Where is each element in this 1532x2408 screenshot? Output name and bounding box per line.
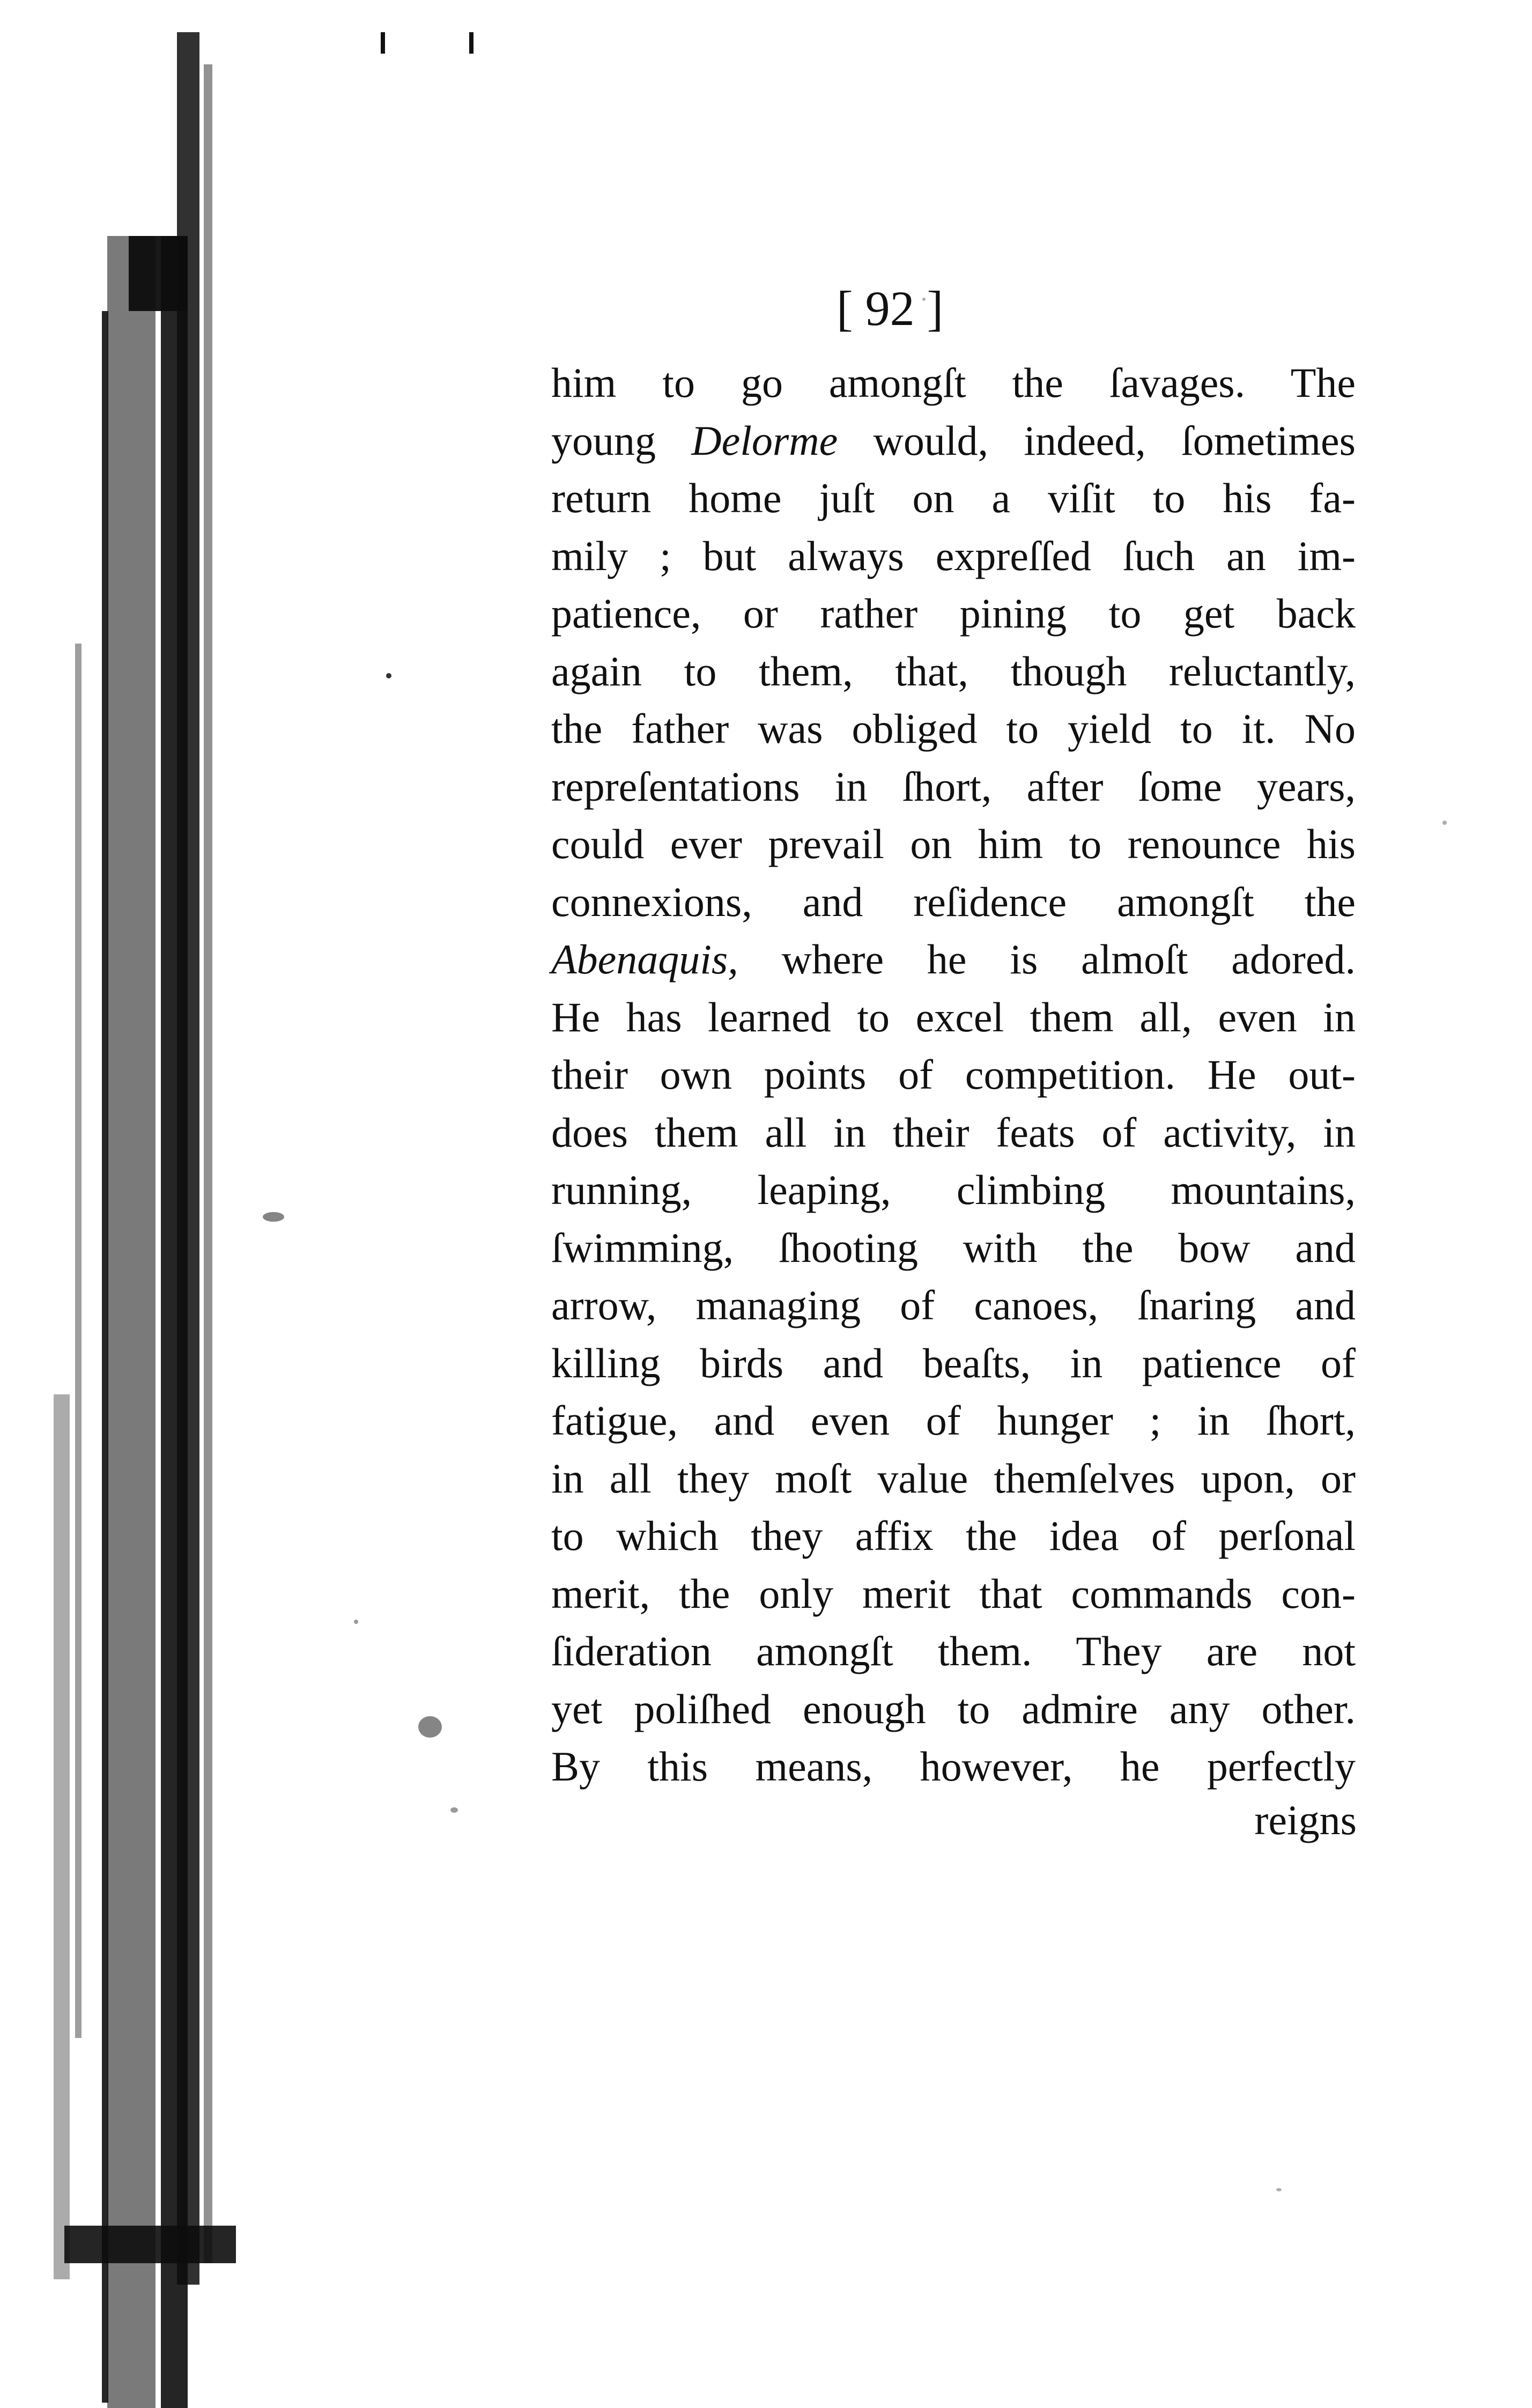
text-line: their own points of competition. He out- xyxy=(551,1051,1356,1098)
body-text xyxy=(551,354,1356,1796)
binding-gutter xyxy=(0,0,257,2344)
text-line: ſwimming, ſhooting with the bow and xyxy=(551,1224,1356,1271)
text-line: young Delorme would, indeed, ſometimes xyxy=(551,417,1356,464)
text-line: return home juſt on a viſit to his fa- xyxy=(551,475,1356,521)
text-line: does them all in their feats of activity, in xyxy=(551,1109,1356,1156)
text-line: patience, or rather pining to get back xyxy=(551,590,1356,637)
text-line: connexions, and reſidence amongſt the xyxy=(551,878,1356,925)
text-line: killing birds and beaſts, in patience of xyxy=(551,1339,1356,1386)
text-line: repreſentations in ſhort, after ſome years, xyxy=(551,763,1356,810)
text-line: again to them, that, though reluctantly, xyxy=(551,647,1356,695)
catchword: reigns xyxy=(1254,1797,1357,1843)
text-line: By this means, however, he perfectly xyxy=(551,1743,1356,1790)
text-line: to which they affix the idea of perſonal xyxy=(551,1512,1356,1559)
text-line: the father was obliged to yield to it. No xyxy=(551,705,1356,752)
text-line: in all they moſt value themſelves upon, or xyxy=(551,1454,1356,1502)
text-line: yet poliſhed enough to admire any other. xyxy=(551,1685,1356,1732)
text-line: Abenaquis, where he is almoſt adored. xyxy=(551,936,1356,983)
text-line: arrow, managing of canoes, ſnaring and xyxy=(551,1282,1356,1328)
text-line: mily ; but always expreſſed ſuch an im- xyxy=(551,532,1356,579)
page-number: [ 92 ] xyxy=(837,281,944,336)
text-line: running, leaping, climbing mountains, xyxy=(551,1166,1356,1213)
text-line: He has learned to excel them all, even in xyxy=(551,993,1356,1040)
text-line: fatigue, and even of hunger ; in ſhort, xyxy=(551,1397,1356,1444)
text-line: ſideration amongſt them. They are not xyxy=(551,1628,1356,1674)
text-line: could ever prevail on him to renounce his xyxy=(551,821,1356,867)
text-line: him to go amongſt the ſavages. The xyxy=(551,359,1356,406)
text-line: merit, the only merit that commands con- xyxy=(551,1570,1356,1617)
top-scan-marks xyxy=(375,32,504,54)
